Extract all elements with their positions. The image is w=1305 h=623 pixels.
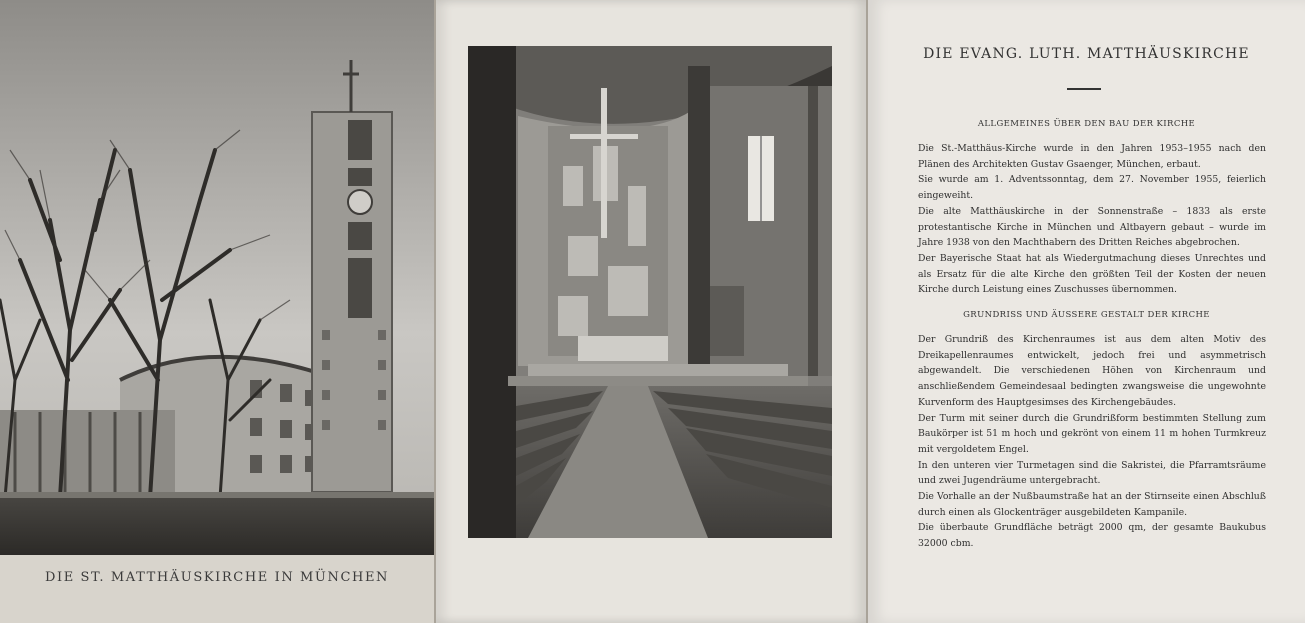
paragraph: Die überbaute Grundfläche beträgt 2000 qm, der gesamte Baukubus 32000 cbm. (918, 522, 1266, 550)
paragraph: Sie wurde am 1. Adventssonntag, dem 27. November 1955, feierlich eingeweiht. (918, 174, 1266, 202)
paragraph: In den unteren vier Turmetagen sind die Sakristei, die Pfarramtsräume und zwei Jugendräume untergebracht. (918, 459, 1266, 487)
section-body (918, 141, 1266, 298)
section-body (918, 332, 1266, 552)
paragraph: Der Grundriß des Kirchenraumes ist aus dem alten Motiv des Dreikapellenraumes entwickelt, jedoch frei und asymmetrisch abgewandelt. Die verschiedenen Höhen von Kirchenraum und anschließendem Gemeindesaal bedingten zwangsweise die ungewohnte Kurvenform des Hauptgesimses des Kirchengebäudes. (918, 334, 1266, 408)
cover-page (0, 0, 434, 623)
section-heading: GRUNDRISS UND ÄUSSERE GESTALT DER KIRCHE (963, 310, 1210, 320)
cover-title: DIE ST. MATTHÄUSKIRCHE IN MÜNCHEN (44, 570, 390, 585)
paragraph: Die alte Matthäuskirche in der Sonnenstraße – 1833 als erste protestantische Kirche in München und Altbayern gebaut – wurde im Jahre 1938 von den Machthabern des Dritten Reiches abgebrochen. (918, 205, 1266, 249)
page-title: DIE EVANG. LUTH. MATTHÄUSKIRCHE (923, 46, 1250, 62)
church-exterior-photo (0, 0, 434, 555)
text-page (868, 0, 1305, 623)
church-interior-photo (468, 46, 832, 538)
paragraph: Der Bayerische Staat hat als Wiedergutmachung dieses Unrechtes und als Ersatz für die alte Kirche den größten Teil der Kosten der neuen Kirche durch Leistung eines Zuschusses übernommen. (918, 252, 1266, 296)
paragraph: Die St.-Matthäus-Kirche wurde in den Jahren 1953–1955 nach den Plänen des Architekten Gustav Gsaenger, München, erbaut. (918, 143, 1266, 170)
paragraph: Die Vorhalle an der Nußbaumstraße hat an der Stirnseite einen Abschluß durch einen als Glockenträger ausgebildeten Kampanile. (918, 491, 1266, 518)
title-divider (1067, 88, 1101, 90)
interior-photo-page (436, 0, 866, 623)
section-heading: ALLGEMEINES ÜBER DEN BAU DER KIRCHE (977, 119, 1196, 129)
paragraph: Der Turm mit seiner durch die Grundrißform bestimmten Stellung zum Baukörper ist 51 m hoch und gekrönt von einem 11 m hohen Turmkreuz mit vergoldetem Engel. (918, 412, 1266, 455)
